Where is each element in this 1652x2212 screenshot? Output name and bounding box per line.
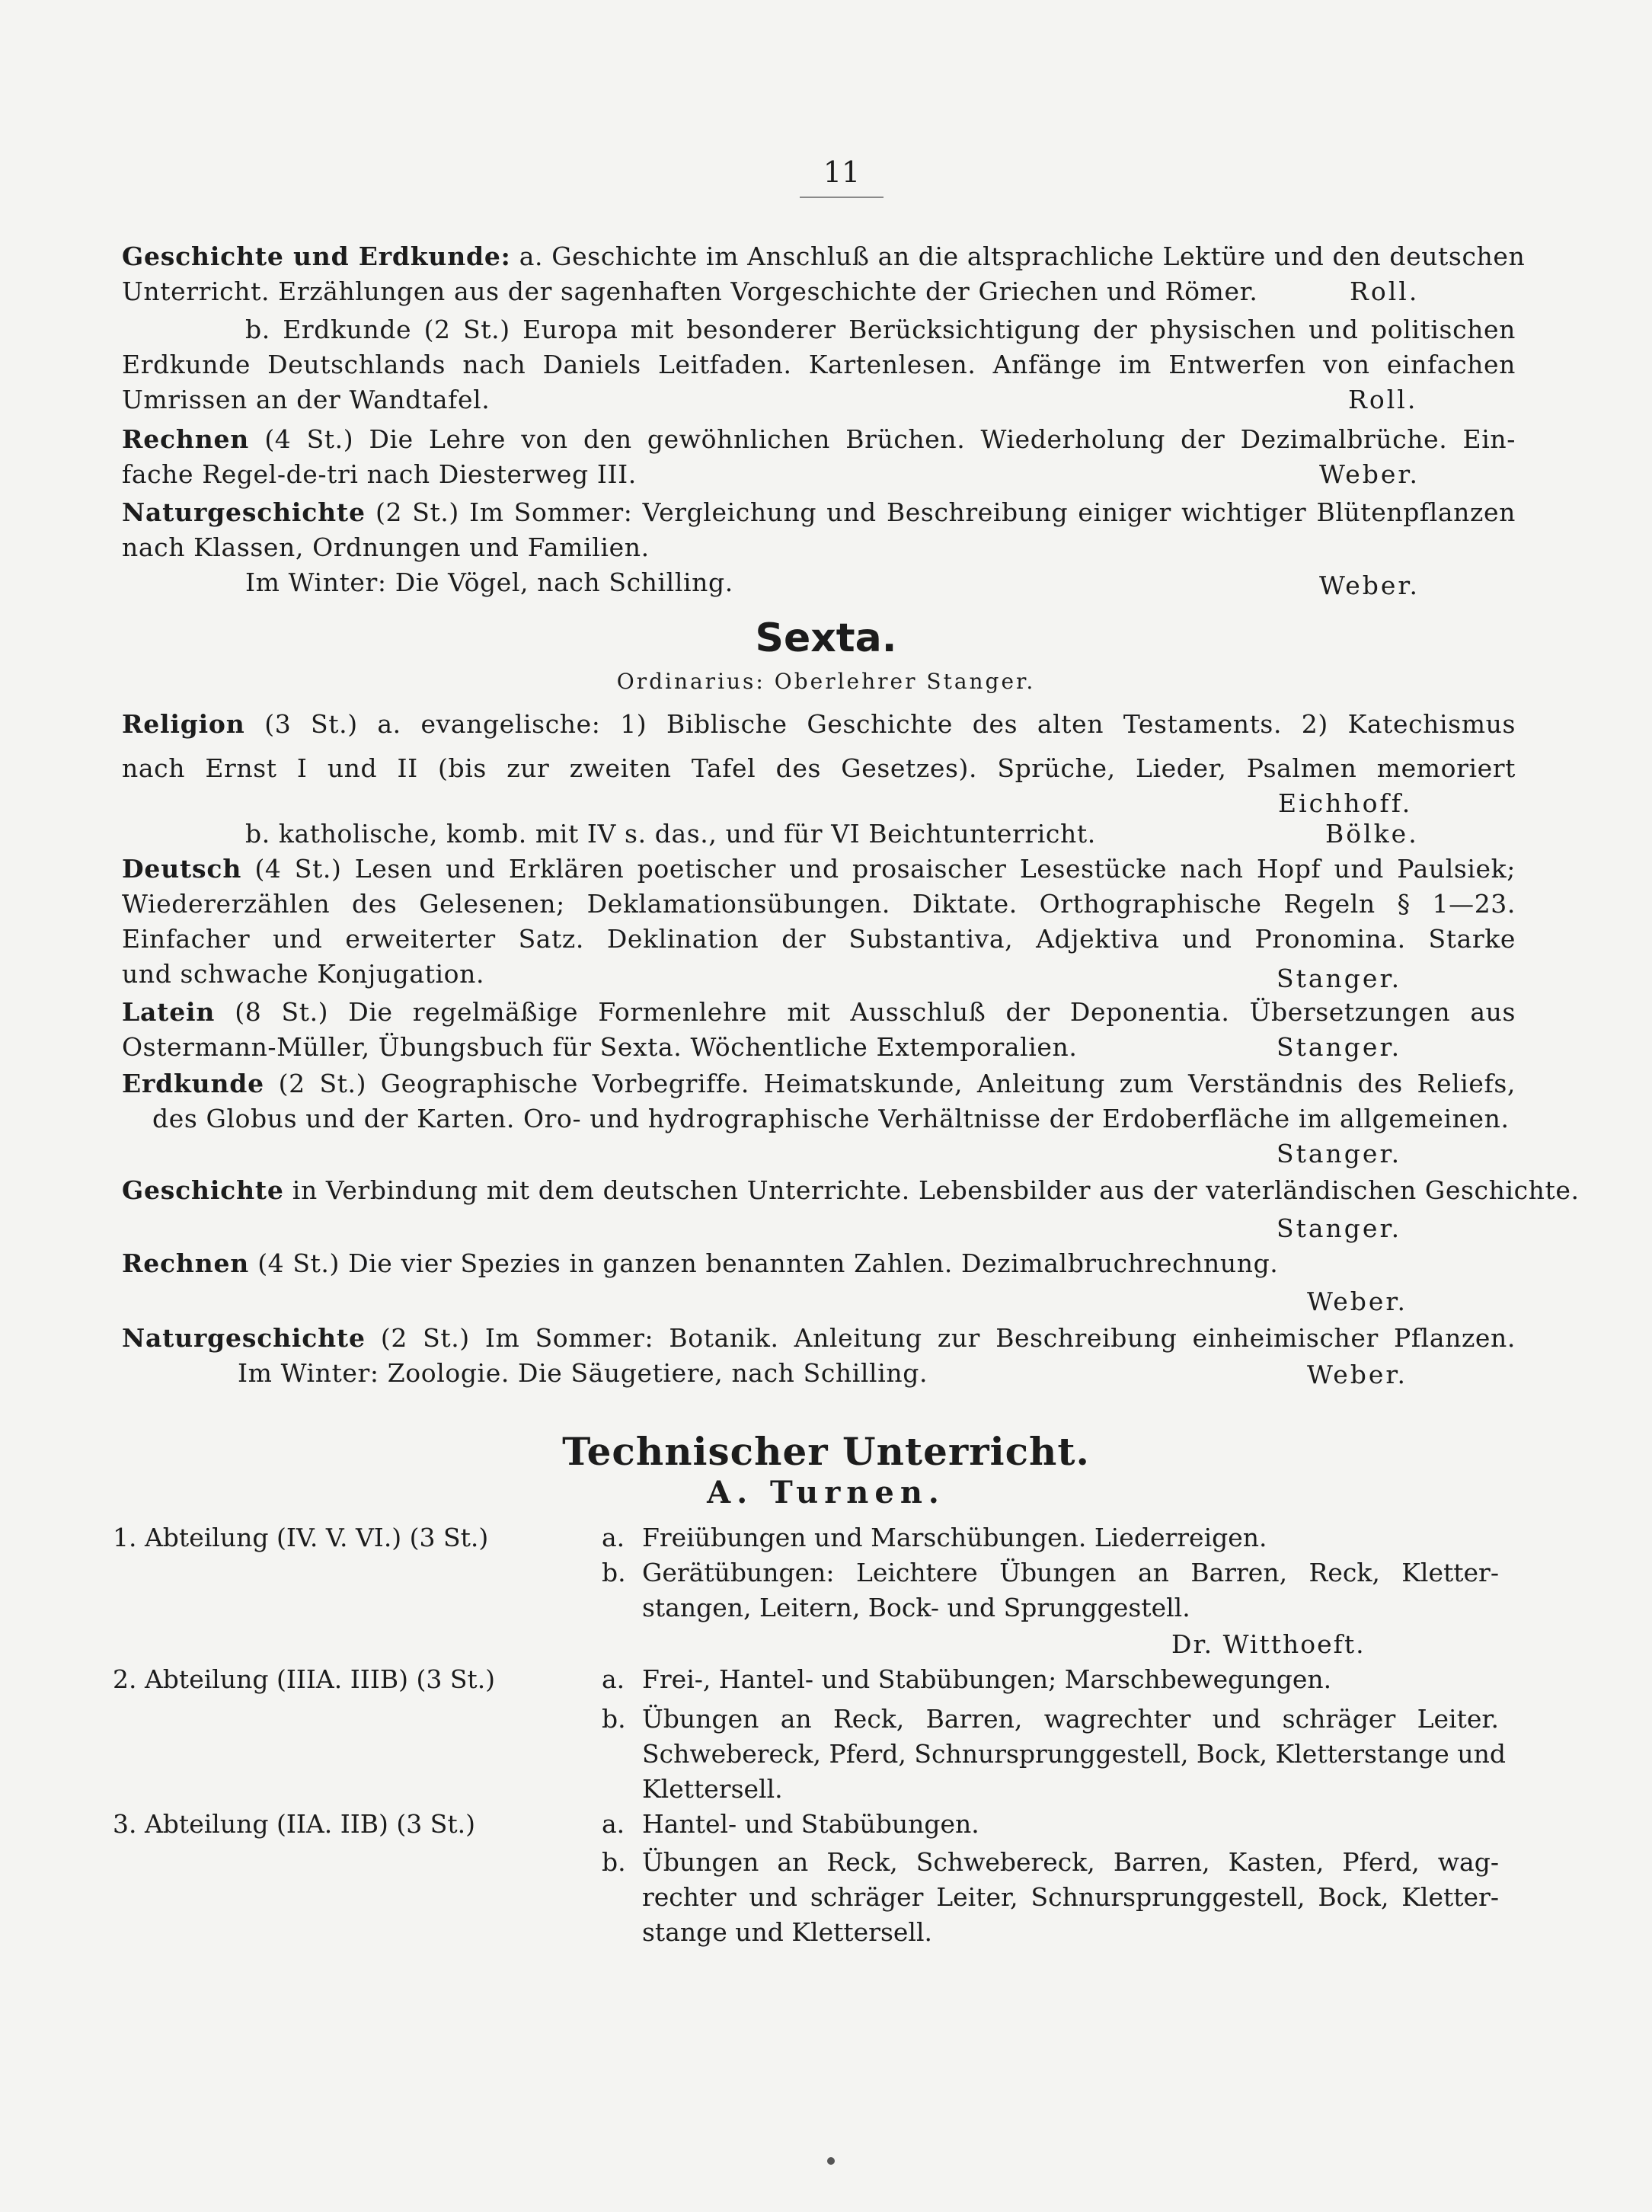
text: Einfacher und erweiterter Satz. Deklination der Substantiva, Adjektiva und Pronomina. Starke (122, 924, 1516, 954)
text: b. Erdkunde (2 St.) Europa mit besonderer Berücksichtigung der physischen und politischen (245, 315, 1516, 344)
text-line (245, 817, 1235, 852)
teacher-signature: Bölke. (1325, 819, 1419, 849)
item-marker: a. (602, 1809, 625, 1839)
text-line (122, 239, 1526, 274)
text-line: Hantel- und Stabübungen. (642, 1809, 979, 1839)
section-heading: Technischer Unterricht. (562, 1429, 1090, 1474)
teacher-signature: Weber. (1307, 1360, 1408, 1389)
item-marker: b. (602, 1558, 626, 1587)
text-line (122, 457, 1516, 492)
subject-heading: Naturgeschichte (122, 497, 366, 527)
subject-heading: Naturgeschichte (122, 1323, 366, 1353)
subject-heading: Rechnen (122, 1248, 250, 1278)
text-line: stangen, Leitern, Bock- und Sprunggestell. (642, 1593, 1190, 1622)
item-marker: b. (602, 1704, 626, 1734)
text-line (122, 1173, 1580, 1208)
teacher-signature: Stanger. (1277, 964, 1402, 993)
subject-heading: Rechnen (122, 424, 250, 454)
item-marker: a. (602, 1523, 625, 1552)
text-line: Klettersell. (642, 1774, 783, 1804)
group-label: 1. Abteilung (IV. V. VI.) (3 St.) (113, 1523, 489, 1552)
text: (4 St.) Lesen und Erklären poetischer und prosaischer Lesestücke nach Hopf und Paulsiek; (254, 854, 1516, 884)
text-line: Übungen an Reck, Barren, wagrechter und schräger Leiter. (642, 1704, 1499, 1734)
text: (3 St.) a. evangelische: 1) Biblische Geschichte des alten Testaments. 2) Katechismus (264, 709, 1516, 739)
text: fache Regel-de-tri nach Diesterweg III. (122, 459, 637, 489)
subsection-heading: A. Turnen. (707, 1475, 945, 1510)
text: (2 St.) Geographische Vorbegriffe. Heimatskunde, Anleitung zum Verständnis des Reliefs, (278, 1069, 1516, 1098)
text-line (122, 422, 1516, 457)
text-line (238, 1356, 1228, 1391)
text-line (122, 274, 1371, 309)
text-line (122, 530, 1516, 565)
text-line (122, 1321, 1516, 1356)
page-number: 11 (800, 155, 884, 198)
text: a. Geschichte im Anschluß an die altsprachliche Lektüre und den deutschen (519, 241, 1526, 271)
text: (2 St.) Im Sommer: Vergleichung und Beschreibung einiger wichtiger Blütenpflanzen (375, 497, 1516, 527)
text: des Globus und der Karten. Oro- und hydrographische Verhältnisse der Erdoberfläche im allgemeinen. (152, 1104, 1510, 1133)
text: Erdkunde Deutschlands nach Daniels Leitfaden. Kartenlesen. Anfänge im Entwerfen von einfachen (122, 350, 1516, 379)
text: nach Ernst I und II (bis zur zweiten Tafel des Gesetzes). Sprüche, Lieder, Psalmen memoriert (122, 753, 1516, 783)
text: in Verbindung mit dem deutschen Unterrichte. Lebensbilder aus der vaterländischen Geschichte. (292, 1175, 1580, 1205)
teacher-signature: Stanger. (1277, 1139, 1402, 1168)
teacher-signature: Stanger. (1277, 1032, 1402, 1062)
teacher-signature: Stanger. (1277, 1213, 1402, 1243)
teacher-signature: Weber. (1319, 459, 1420, 489)
teacher-signature: Weber. (1307, 1287, 1408, 1316)
print-mark (827, 2157, 835, 2165)
text-line (122, 922, 1516, 957)
text: Wiedererzählen des Gelesenen; Deklamationsübungen. Diktate. Orthographische Regeln § 1—23. (122, 889, 1516, 919)
teacher-signature: Weber. (1319, 571, 1420, 600)
group-label: 3. Abteilung (IIA. IIB) (3 St.) (113, 1809, 475, 1839)
subject-heading: Latein (122, 997, 216, 1027)
subject-heading: Deutsch (122, 854, 242, 884)
text: und schwache Konjugation. (122, 959, 485, 989)
item-marker: a. (602, 1664, 625, 1694)
text-line (122, 995, 1516, 1030)
text-line (122, 1246, 1356, 1281)
section-heading: Sexta. (755, 615, 897, 661)
text: Im Winter: Zoologie. Die Säugetiere, nach Schilling. (238, 1358, 928, 1388)
text: (4 St.) Die Lehre von den gewöhnlichen Brüchen. Wiederholung der Dezimalbrüche. Ein- (264, 424, 1516, 454)
text-line (152, 1101, 1510, 1136)
text-line: rechter und schräger Leiter, Schnursprunggestell, Bock, Kletter- (642, 1882, 1499, 1912)
subject-heading: Religion (122, 709, 245, 739)
text-line (122, 751, 1516, 786)
text-line (245, 312, 1516, 347)
text: Unterricht. Erzählungen aus der sagenhaften Vorgeschichte der Griechen und Römer. (122, 276, 1258, 306)
text: b. katholische, komb. mit IV s. das., und für VI Beichtunterricht. (245, 819, 1096, 849)
text-line: Übungen an Reck, Schwebereck, Barren, Kasten, Pferd, wag- (642, 1847, 1499, 1877)
text-line (122, 382, 1516, 417)
text: nach Klassen, Ordnungen und Familien. (122, 532, 650, 562)
text: (4 St.) Die vier Spezies in ganzen benannten Zahlen. Dezimalbruchrechnung. (257, 1248, 1279, 1278)
text-line (122, 887, 1516, 922)
text-line (122, 707, 1516, 742)
subject-heading: Geschichte und Erdkunde: (122, 241, 511, 271)
text: Umrissen an der Wandtafel. (122, 385, 490, 414)
text-line: Freiübungen und Marschübungen. Liederreigen. (642, 1523, 1267, 1552)
text-line: Schwebereck, Pferd, Schnursprunggestell, Bock, Kletterstange und (642, 1739, 1506, 1769)
text: (8 St.) Die regelmäßige Formenlehre mit Ausschluß der Deponentia. Übersetzungen aus (235, 997, 1516, 1027)
text-line (122, 1066, 1516, 1101)
text-line (122, 495, 1516, 530)
subject-heading: Geschichte (122, 1175, 284, 1205)
text-line: Frei-, Hantel- und Stabübungen; Marschbewegungen. (642, 1664, 1332, 1694)
text: (2 St.) Im Sommer: Botanik. Anleitung zur Beschreibung einheimischer Pflanzen. (380, 1323, 1516, 1353)
text-line (245, 565, 1235, 600)
group-label: 2. Abteilung (IIIA. IIIB) (3 St.) (113, 1664, 496, 1694)
text-line (122, 1030, 1226, 1065)
text-line: stange und Klettersell. (642, 1917, 933, 1947)
text-line: Gerätübungen: Leichtere Übungen an Barren, Reck, Kletter- (642, 1558, 1499, 1587)
teacher-signature: Dr. Witthoeft. (1171, 1629, 1366, 1659)
text: Im Winter: Die Vögel, nach Schilling. (245, 567, 733, 597)
teacher-signature: Roll. (1350, 276, 1420, 306)
teacher-signature: Eichhoff. (1278, 788, 1413, 818)
text-line (122, 852, 1516, 887)
item-marker: b. (602, 1847, 626, 1877)
subject-heading: Erdkunde (122, 1069, 264, 1098)
text-line (122, 347, 1516, 382)
ordinarius-line: Ordinarius: Oberlehrer Stanger. (616, 669, 1036, 694)
teacher-signature: Roll. (1348, 385, 1418, 414)
text: Ostermann-Müller, Übungsbuch für Sexta. Wöchentliche Extemporalien. (122, 1032, 1078, 1062)
